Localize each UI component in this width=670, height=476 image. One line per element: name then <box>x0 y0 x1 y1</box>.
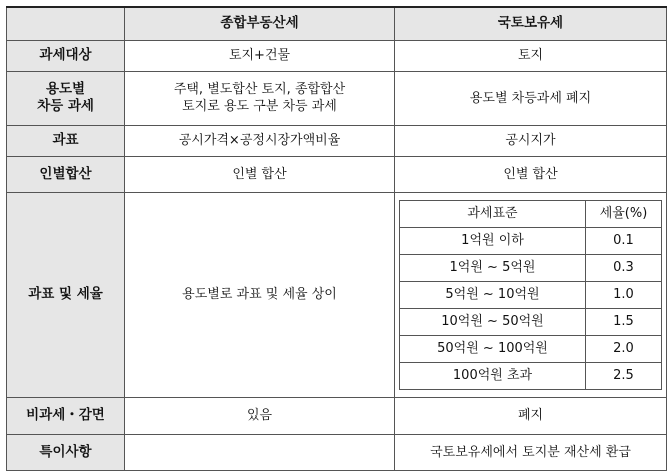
rate-value: 0.3 <box>586 254 662 281</box>
cell-tax-base-b: 공시지가 <box>395 125 667 156</box>
row-tax-base-and-rate <box>7 192 667 397</box>
rate-bracket: 10억원 ~ 50억원 <box>400 308 586 335</box>
header-corner-cell <box>7 7 125 40</box>
row-label-tax-base: 과표 <box>7 125 125 156</box>
rate-bracket: 1억원 ~ 5억원 <box>400 254 586 281</box>
row-label-exemption-reduction: 비과세・감면 <box>7 397 125 434</box>
cell-exemption-reduction-a: 있음 <box>125 397 395 434</box>
rate-value: 0.1 <box>586 227 662 254</box>
rate-row <box>400 335 662 362</box>
row-label-differential-taxation <box>7 71 125 125</box>
rate-value: 2.0 <box>586 335 662 362</box>
row-special-notes <box>7 434 667 470</box>
label-line-1: 용도별 <box>45 81 86 97</box>
rate-header-rate: 세율(%) <box>586 200 662 227</box>
header-row <box>7 7 667 40</box>
label-line-2: 차등 과세 <box>37 98 94 114</box>
rate-bracket: 1억원 이하 <box>400 227 586 254</box>
cell-special-notes-a <box>125 434 395 470</box>
tax-comparison-table <box>6 6 667 471</box>
row-label-special-notes: 특이사항 <box>7 434 125 470</box>
row-label-tax-target: 과세대상 <box>7 40 125 71</box>
rate-row <box>400 227 662 254</box>
rate-bracket: 100억원 초과 <box>400 362 586 389</box>
rate-table-header <box>400 200 662 227</box>
rate-bracket: 5억원 ~ 10억원 <box>400 281 586 308</box>
rate-header-bracket: 과세표준 <box>400 200 586 227</box>
cell-tax-target-b: 토지 <box>395 40 667 71</box>
cell-special-notes-b: 국토보유세에서 토지분 재산세 환급 <box>395 434 667 470</box>
row-differential-taxation <box>7 71 667 125</box>
row-tax-base <box>7 125 667 156</box>
row-exemption-reduction <box>7 397 667 434</box>
header-land-holding-tax: 국토보유세 <box>395 7 667 40</box>
rate-row <box>400 281 662 308</box>
cell-differential-taxation-b: 용도별 차등과세 폐지 <box>395 71 667 125</box>
rate-row <box>400 362 662 389</box>
rate-bracket: 50억원 ~ 100억원 <box>400 335 586 362</box>
row-label-per-person-aggregation: 인별합산 <box>7 156 125 192</box>
cell-differential-taxation-a <box>125 71 395 125</box>
cell-per-person-aggregation-b: 인별 합산 <box>395 156 667 192</box>
header-comprehensive-real-estate-tax: 종합부동산세 <box>125 7 395 40</box>
rate-row <box>400 254 662 281</box>
rate-value: 1.0 <box>586 281 662 308</box>
cell-per-person-aggregation-a: 인별 합산 <box>125 156 395 192</box>
tax-rate-table <box>399 200 662 390</box>
cell-tax-base-and-rate-a: 용도별로 과표 및 세율 상이 <box>125 192 395 397</box>
row-label-tax-base-and-rate: 과표 및 세율 <box>7 192 125 397</box>
cell-tax-base-a: 공시가격×공정시장가액비율 <box>125 125 395 156</box>
cell-line-2: 토지로 용도 구분 차등 과세 <box>182 99 337 114</box>
rate-value: 2.5 <box>586 362 662 389</box>
rate-row <box>400 308 662 335</box>
rate-value: 1.5 <box>586 308 662 335</box>
cell-tax-base-and-rate-b <box>395 192 667 397</box>
cell-line-1: 주택, 별도합산 토지, 종합합산 <box>173 82 346 97</box>
row-per-person-aggregation <box>7 156 667 192</box>
cell-tax-target-a: 토지+건물 <box>125 40 395 71</box>
cell-exemption-reduction-b: 폐지 <box>395 397 667 434</box>
row-tax-target <box>7 40 667 71</box>
